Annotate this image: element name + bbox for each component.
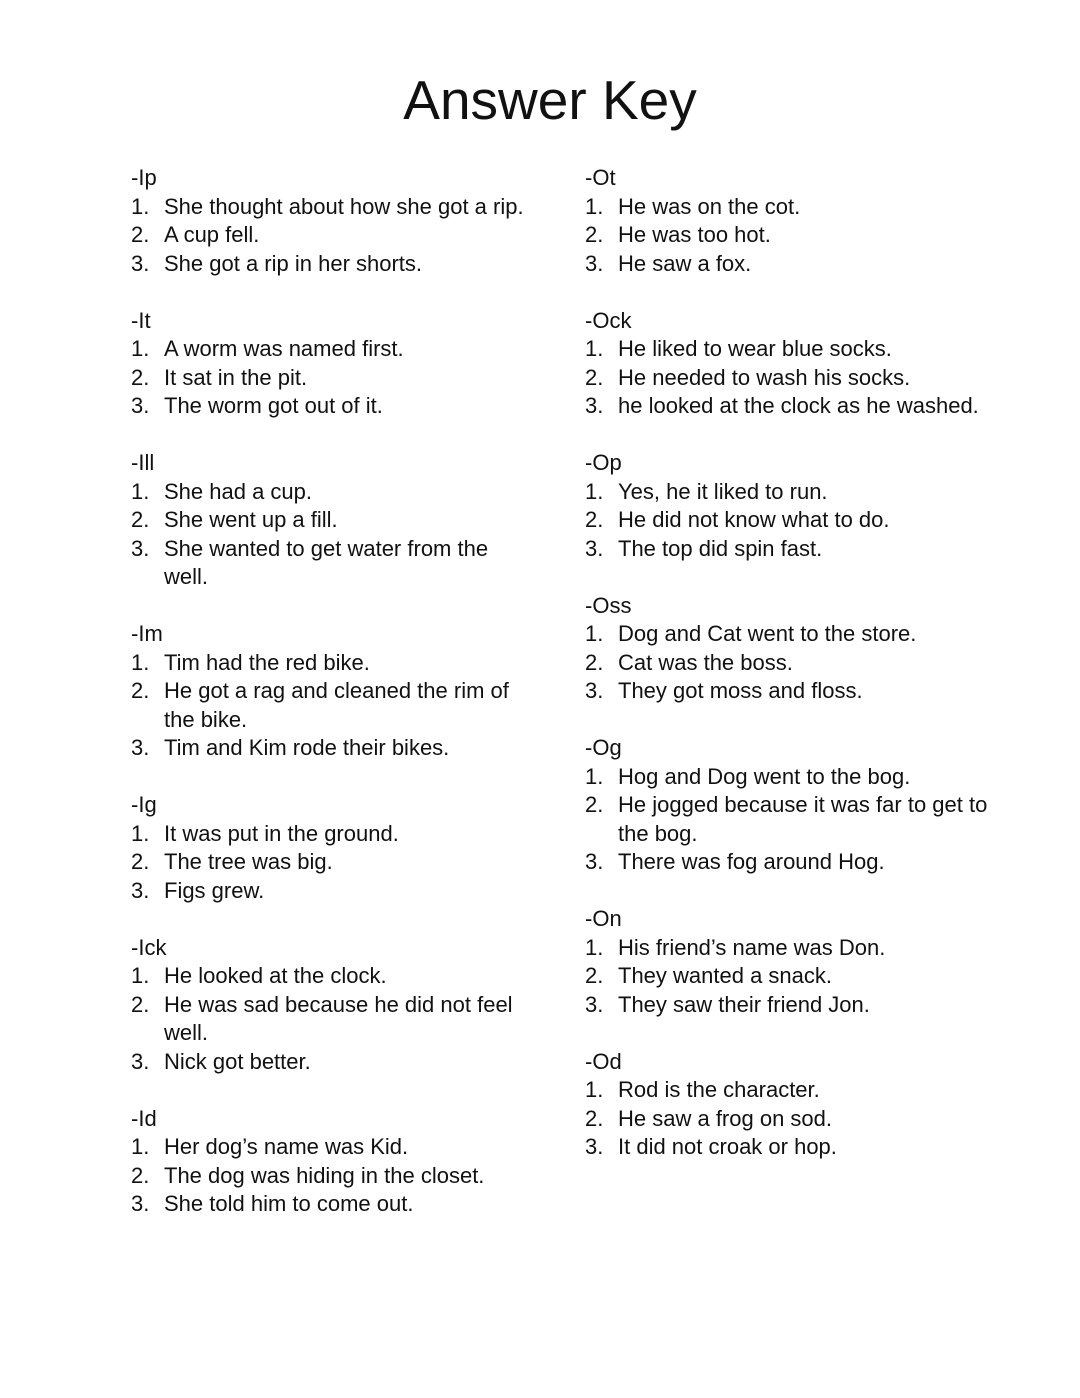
answer-section: [585, 592, 1005, 706]
answer-text: He saw a frog on sod.: [618, 1105, 833, 1131]
answer-text: She had a cup.: [164, 478, 313, 504]
section-heading: -Oss: [585, 592, 632, 618]
answer-list: [131, 962, 531, 1076]
section-heading: -Og: [585, 735, 622, 760]
answer-text: Hog and Dog went to the bog.: [618, 763, 911, 789]
answer-number: 1.: [131, 649, 150, 675]
answer-item: [131, 877, 531, 906]
answer-number: 2.: [585, 792, 604, 817]
answer-text: He needed to wash his socks.: [618, 364, 911, 390]
answer-list: [131, 1133, 531, 1219]
answer-text: She got a rip in her shorts.: [164, 250, 423, 276]
answer-section: [131, 934, 531, 1077]
answer-number: 2.: [131, 1162, 150, 1188]
answer-number: 3.: [585, 678, 604, 703]
answer-number: 3.: [131, 250, 150, 276]
page-title: Answer Key: [403, 69, 697, 131]
answer-item: [585, 478, 1005, 507]
answer-number: 2.: [585, 649, 604, 675]
answer-item: [131, 335, 531, 364]
answer-section: [131, 307, 531, 421]
answer-number: 1.: [131, 336, 150, 361]
answer-text: They got moss and floss.: [618, 678, 863, 703]
answer-item: [131, 221, 531, 250]
answer-text: He saw a fox.: [618, 250, 752, 276]
section-heading: -On: [585, 906, 622, 931]
answer-item: [585, 962, 1005, 991]
answer-number: 3.: [585, 250, 604, 276]
answer-text: He was too hot.: [618, 222, 771, 247]
answer-number: 1.: [131, 963, 150, 988]
answer-item: [131, 506, 531, 535]
answer-number: 3.: [585, 535, 604, 561]
answer-item: [585, 791, 1005, 848]
answer-number: 2.: [131, 364, 150, 390]
answer-number: 1.: [585, 193, 604, 219]
answer-number: 2.: [585, 507, 604, 532]
answer-list: [131, 193, 531, 279]
answer-section: [585, 905, 1005, 1019]
answer-item: [131, 649, 531, 678]
answer-item: [585, 193, 1005, 222]
answer-number: 2.: [585, 1105, 604, 1131]
section-heading: -Od: [585, 1048, 622, 1074]
answer-item: [131, 478, 531, 507]
answer-text: A cup fell.: [164, 222, 260, 247]
answer-item: [131, 193, 531, 222]
answer-list: [585, 478, 1005, 564]
answer-item: [131, 677, 531, 734]
answer-number: 2.: [131, 849, 150, 874]
answer-number: 3.: [585, 849, 604, 874]
answer-number: 3.: [585, 991, 604, 1017]
answer-number: 3.: [131, 1048, 150, 1074]
answer-number: 3.: [131, 393, 150, 418]
answer-text: The tree was big.: [164, 849, 333, 874]
answer-text: He liked to wear blue socks.: [618, 336, 892, 361]
answer-number: 3.: [131, 735, 150, 760]
answer-text: The worm got out of it.: [164, 393, 383, 418]
answer-item: [131, 991, 531, 1048]
answer-text: They saw their friend Jon.: [618, 991, 870, 1017]
answer-item: [585, 221, 1005, 250]
answer-number: 3.: [131, 535, 150, 561]
answer-item: [585, 934, 1005, 963]
answer-list: [585, 763, 1005, 877]
section-heading: -Ock: [585, 307, 632, 333]
answer-item: [131, 1162, 531, 1191]
answer-item: [585, 763, 1005, 792]
section-heading: -It: [131, 307, 151, 333]
answer-section: [585, 164, 1005, 278]
answer-item: [585, 1133, 1005, 1162]
answer-item: [585, 677, 1005, 706]
answer-item: [585, 1076, 1005, 1105]
answer-text: It did not croak or hop.: [618, 1134, 837, 1159]
answer-section: [585, 1048, 1005, 1162]
answer-section: [131, 449, 531, 592]
answer-list: [131, 820, 531, 906]
answer-item: [585, 649, 1005, 678]
answer-text: Yes, he it liked to run.: [618, 478, 828, 504]
answer-list: [131, 335, 531, 421]
answer-text: Figs grew.: [164, 877, 265, 903]
answer-number: 1.: [585, 1077, 604, 1102]
answer-number: 2.: [585, 364, 604, 390]
section-heading: -Op: [585, 450, 622, 475]
answer-text: Tim and Kim rode their bikes.: [164, 735, 450, 760]
answer-item: [585, 392, 1005, 421]
answer-section: [131, 791, 531, 905]
answer-text: It sat in the pit.: [164, 364, 308, 390]
answer-item: [131, 392, 531, 421]
answer-number: 2.: [585, 222, 604, 247]
answer-item: [585, 364, 1005, 393]
answer-section: [131, 620, 531, 763]
section-heading: -Ot: [585, 165, 616, 190]
answer-text: She went up a fill.: [164, 507, 338, 532]
answer-number: 3.: [585, 1134, 604, 1159]
answer-number: 2.: [131, 991, 150, 1017]
answer-number: 3.: [131, 877, 150, 903]
answer-item: [131, 1190, 531, 1219]
answer-text: The top did spin fast.: [618, 535, 823, 561]
answer-number: 2.: [131, 222, 150, 247]
answer-item: [131, 820, 531, 849]
answer-number: 1.: [131, 193, 150, 219]
answer-number: 3.: [131, 1191, 150, 1216]
answer-text: Nick got better.: [164, 1048, 311, 1074]
answer-list: [585, 335, 1005, 421]
answer-list: [131, 649, 531, 763]
answer-text: Cat was the boss.: [618, 649, 793, 675]
answer-text: She thought about how she got a rip.: [164, 193, 524, 219]
answer-text: he looked at the clock as he washed.: [618, 393, 979, 418]
answer-number: 1.: [585, 478, 604, 504]
answer-item: [131, 250, 531, 279]
answer-text: She wanted to get water from the well.: [164, 535, 489, 589]
section-heading: -Ill: [131, 450, 155, 475]
answer-number: 1.: [131, 1134, 150, 1159]
answer-item: [585, 250, 1005, 279]
section-heading: -Im: [131, 621, 163, 646]
answer-number: 2.: [131, 507, 150, 532]
answer-item: [585, 620, 1005, 649]
answer-number: 2.: [585, 963, 604, 988]
left-column: [131, 164, 531, 1247]
answer-item: [131, 734, 531, 763]
answer-item: [131, 962, 531, 991]
answer-section: [585, 449, 1005, 563]
answer-number: 1.: [585, 934, 604, 960]
answer-text: Tim had the red bike.: [164, 649, 370, 675]
answer-item: [585, 535, 1005, 564]
answer-item: [585, 991, 1005, 1020]
answer-text: Her dog’s name was Kid.: [164, 1134, 409, 1159]
answer-item: [131, 1133, 531, 1162]
right-column: [585, 164, 1005, 1190]
answer-text: Rod is the character.: [618, 1077, 820, 1102]
answer-text: He did not know what to do.: [618, 507, 890, 532]
answer-number: 2.: [131, 678, 150, 703]
answer-item: [585, 848, 1005, 877]
answer-item: [131, 1048, 531, 1077]
answer-number: 1.: [585, 621, 604, 646]
section-heading: -Ick: [131, 934, 167, 960]
answer-number: 1.: [585, 763, 604, 789]
answer-text: He was on the cot.: [618, 193, 801, 219]
answer-text: He was sad because he did not feel well.: [164, 991, 513, 1045]
answer-text: The dog was hiding in the closet.: [164, 1162, 485, 1188]
answer-item: [585, 506, 1005, 535]
answer-item: [131, 848, 531, 877]
section-heading: -Id: [131, 1105, 157, 1131]
answer-text: She told him to come out.: [164, 1191, 414, 1216]
answer-section: [131, 164, 531, 278]
answer-item: [585, 1105, 1005, 1134]
section-heading: -Ip: [131, 165, 157, 190]
answer-list: [585, 934, 1005, 1020]
answer-item: [131, 535, 531, 592]
answer-number: 1.: [585, 336, 604, 361]
answer-list: [585, 1076, 1005, 1162]
answer-item: [131, 364, 531, 393]
answer-list: [131, 478, 531, 592]
section-heading: -Ig: [131, 792, 157, 817]
answer-text: He jogged because it was far to get to the bog.: [618, 792, 988, 846]
answer-section: [585, 734, 1005, 877]
answer-text: There was fog around Hog.: [618, 849, 885, 874]
answer-list: [585, 620, 1005, 706]
answer-text: His friend’s name was Don.: [618, 934, 886, 960]
answer-item: [585, 335, 1005, 364]
answer-text: It was put in the ground.: [164, 820, 399, 846]
answer-text: He looked at the clock.: [164, 963, 387, 988]
answer-number: 1.: [131, 820, 150, 846]
answer-list: [585, 193, 1005, 279]
answer-section: [585, 307, 1005, 421]
answer-text: A worm was named first.: [164, 336, 404, 361]
answer-number: 1.: [131, 478, 150, 504]
answer-number: 3.: [585, 393, 604, 418]
answer-section: [131, 1105, 531, 1219]
answer-text: Dog and Cat went to the store.: [618, 621, 917, 646]
answer-text: They wanted a snack.: [618, 963, 833, 988]
answer-text: He got a rag and cleaned the rim of the bike.: [164, 678, 509, 732]
